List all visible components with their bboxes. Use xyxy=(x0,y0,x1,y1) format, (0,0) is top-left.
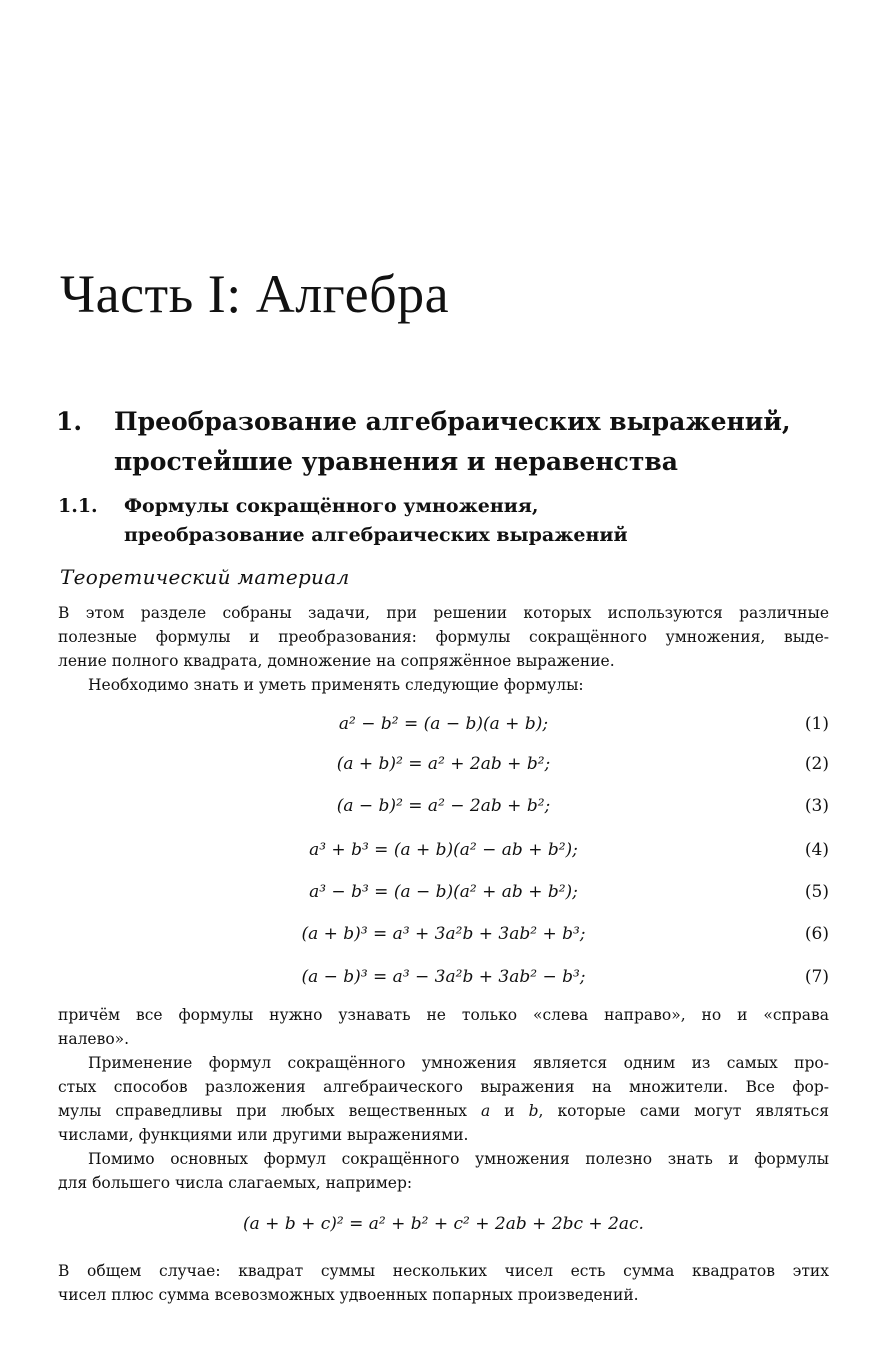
subsection-title-line: Формулы сокращённого умножения, xyxy=(124,495,539,517)
variable-a: a xyxy=(481,1102,491,1120)
paragraph-line: Применение формул сокращённого умножения является одним из самых про- xyxy=(88,1054,829,1072)
paragraph-line xyxy=(58,1099,829,1123)
formula-expression: (a − b)² = a² − 2ab + b²; xyxy=(336,796,551,816)
formula-2 xyxy=(58,750,829,778)
paragraph-line: В этом разделе собраны задачи, при решении которых используются различные xyxy=(58,604,829,622)
equation-number: (3) xyxy=(804,796,829,816)
text-fragment: мулы справедливы при любых вещественных xyxy=(58,1102,481,1120)
subsection-title xyxy=(124,492,844,550)
formula-6 xyxy=(58,920,829,948)
conclusion-paragraph xyxy=(58,1259,829,1307)
section-title-line: простейшие уравнения и неравенства xyxy=(114,447,678,476)
formula-expression: a² − b² = (a − b)(a + b); xyxy=(338,714,549,734)
formula-expression: (a + b)³ = a³ + 3a²b + 3ab² + b³; xyxy=(301,924,586,944)
formula-3 xyxy=(58,792,829,820)
theory-heading: Теоретический материал xyxy=(60,565,350,589)
part-title: Часть I: Алгебра xyxy=(60,264,450,324)
equation-number: (1) xyxy=(804,714,829,734)
paragraph-line: стых способов разложения алгебраического выражения на множители. Все фор- xyxy=(58,1078,829,1096)
equation-number: (4) xyxy=(804,840,829,860)
paragraph-line: В общем случае: квадрат суммы нескольких чисел есть сумма квадратов этих xyxy=(58,1262,829,1280)
formula-1 xyxy=(58,710,829,738)
section-title-line: Преобразование алгебраических выражений, xyxy=(114,407,791,436)
equation-number: (5) xyxy=(804,882,829,902)
paragraph-line: полезные формулы и преобразования: формулы сокращённого умножения, выде- xyxy=(58,628,829,646)
text-fragment: , которые сами могут являться xyxy=(538,1102,829,1120)
paragraph-line: причём все формулы нужно узнавать не только «слева направо», но и «справа xyxy=(58,1006,829,1024)
body-paragraphs xyxy=(58,1003,829,1195)
paragraph-line: чисел плюс сумма всевозможных удвоенных попарных произведений. xyxy=(58,1286,639,1304)
paragraph-line: Помимо основных формул сокращённого умножения полезно знать и формулы xyxy=(88,1150,829,1168)
variable-b: b xyxy=(528,1102,539,1120)
intro-paragraph xyxy=(58,601,829,697)
paragraph-line: Необходимо знать и уметь применять следующие формулы: xyxy=(88,676,584,694)
text-fragment: и xyxy=(490,1102,529,1120)
equation-number: (7) xyxy=(804,967,829,987)
formula-expression: a³ − b³ = (a − b)(a² + ab + b²); xyxy=(309,882,578,902)
paragraph-line: для большего числа слагаемых, например: xyxy=(58,1174,413,1192)
section-number: 1. xyxy=(56,407,83,436)
formula-5 xyxy=(58,878,829,906)
formula-expression: (a + b + c)² = a² + b² + c² + 2ab + 2bc + 2ac. xyxy=(243,1214,644,1234)
subsection-title-line: преобразование алгебраических выражений xyxy=(124,524,628,546)
formula-trinomial-square xyxy=(58,1210,829,1238)
subsection-number: 1.1. xyxy=(58,495,98,517)
equation-number: (6) xyxy=(804,924,829,944)
equation-number: (2) xyxy=(804,754,829,774)
paragraph-line: ление полного квадрата, домножение на сопряжённое выражение. xyxy=(58,652,615,670)
paragraph-line: налево». xyxy=(58,1030,130,1048)
formula-expression: (a + b)² = a² + 2ab + b²; xyxy=(336,754,551,774)
formula-expression: (a − b)³ = a³ − 3a²b + 3ab² − b³; xyxy=(301,967,586,987)
section-title xyxy=(114,402,854,482)
paragraph-line: числами, функциями или другими выражениями. xyxy=(58,1126,469,1144)
formula-expression: a³ + b³ = (a + b)(a² − ab + b²); xyxy=(309,840,578,860)
formula-7 xyxy=(58,963,829,991)
formula-4 xyxy=(58,836,829,864)
